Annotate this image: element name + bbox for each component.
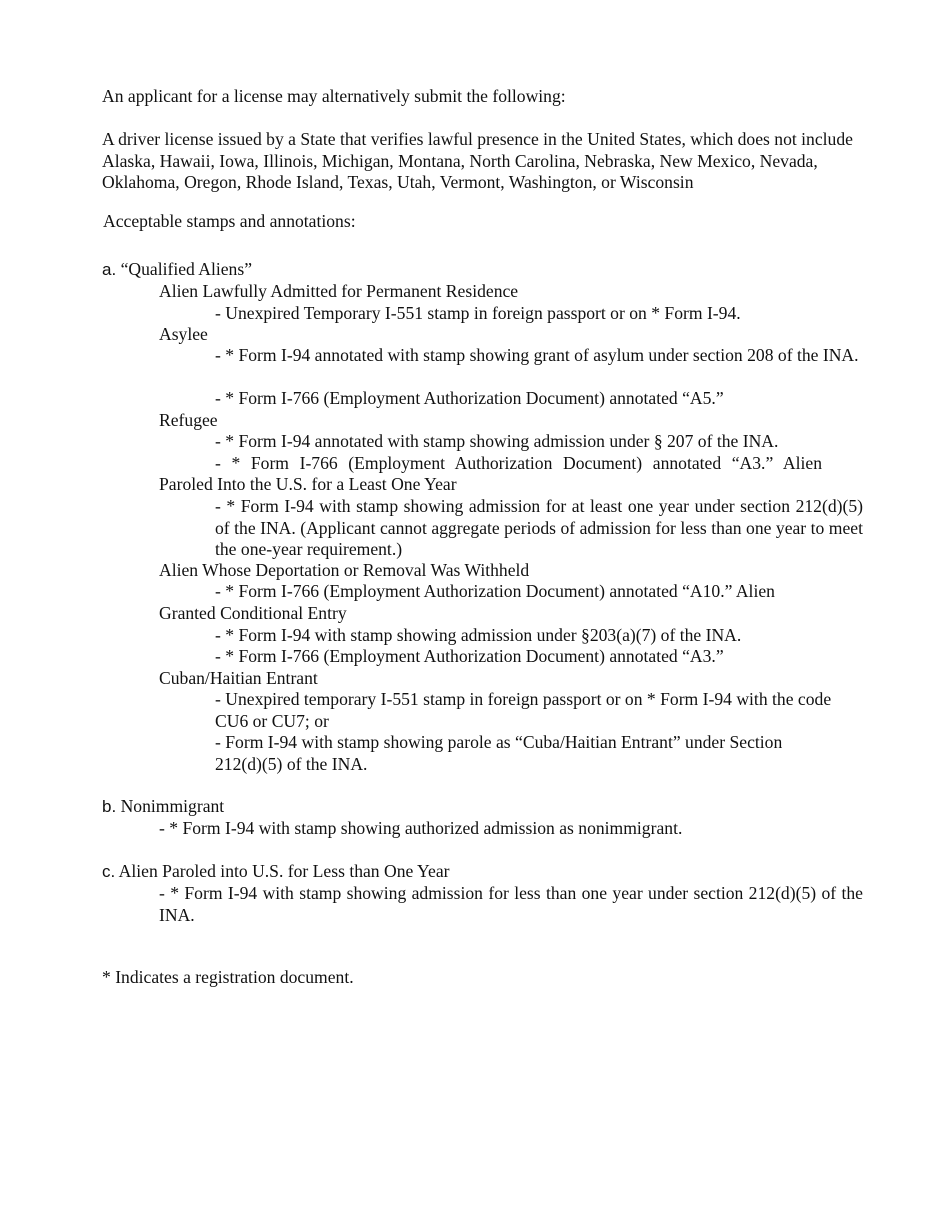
refugee-title: Refugee [159, 410, 218, 430]
paroled-one-year-item: - * Form I-94 with stamp showing admission for at least one year under section 212(d)(5) of the INA. (Applicant cannot aggregate periods of admission for less than one year to meet the one-year requirement.) [215, 496, 863, 559]
lawful-permanent-title: Alien Lawfully Admitted for Permanent Residence [159, 281, 519, 301]
section-a-title: “Qualified Aliens” [120, 259, 253, 279]
section-a-letter: a. [102, 260, 117, 279]
asylee-title: Asylee [159, 324, 208, 344]
driver-license-paragraph: A driver license issued by a State that verifies lawful presence in the United States, which does not include Alaska, Hawaii, Iowa, Illinois, Michigan, Montana, North Carolina, Nebraska, New Mexico, Nevada, Oklahoma, Oregon, Rhode Island, Texas, Utah, Vermont, Washington, or Wisconsin [102, 129, 853, 192]
conditional-entry-item-2: - * Form I-766 (Employment Authorization Document) annotated “A3.” [215, 646, 724, 666]
cuban-haitian-title: Cuban/Haitian Entrant [159, 668, 318, 688]
section-b-letter: b. [102, 797, 117, 816]
section-b-heading [102, 796, 224, 818]
section-c-letter: c. [102, 862, 116, 881]
asylee-item-2: - * Form I-766 (Employment Authorization Document) annotated “A5.” [215, 388, 724, 408]
refugee-item-2: - * Form I-766 (Employment Authorization Document) annotated “A3.” Alien [215, 453, 822, 473]
section-b-title: Nonimmigrant [120, 796, 225, 816]
deportation-withheld-title: Alien Whose Deportation or Removal Was Withheld [159, 560, 530, 580]
footnote: * Indicates a registration document. [102, 967, 354, 987]
lawful-permanent-item: - Unexpired Temporary I-551 stamp in foreign passport or on * Form I-94. [215, 303, 741, 323]
conditional-entry-title: Granted Conditional Entry [159, 603, 347, 623]
section-b-item: - * Form I-94 with stamp showing authorized admission as nonimmigrant. [159, 818, 683, 838]
refugee-item-1: - * Form I-94 annotated with stamp showing admission under § 207 of the INA. [215, 431, 779, 451]
intro-paragraph: An applicant for a license may alternatively submit the following: [102, 86, 566, 106]
deportation-withheld-item: - * Form I-766 (Employment Authorization Document) annotated “A10.” Alien [215, 581, 775, 601]
paroled-one-year-title: Paroled Into the U.S. for a Least One Year [159, 474, 457, 494]
asylee-item-1: - * Form I-94 annotated with stamp showing grant of asylum under section 208 of the INA. [215, 345, 859, 365]
conditional-entry-item-1: - * Form I-94 with stamp showing admission under §203(a)(7) of the INA. [215, 625, 742, 645]
cuban-haitian-item-2: - Form I-94 with stamp showing parole as “Cuba/Haitian Entrant” under Section 212(d)(5) of the INA. [215, 732, 783, 774]
stamps-heading: Acceptable stamps and annotations: [103, 211, 356, 231]
section-a-heading [102, 259, 252, 281]
section-c-heading [102, 861, 449, 883]
section-c-item: - * Form I-94 with stamp showing admission for less than one year under section 212(d)(5) of the INA. [159, 883, 863, 925]
cuban-haitian-item-1: - Unexpired temporary I-551 stamp in foreign passport or on * Form I-94 with the code CU6 or CU7; or [215, 689, 832, 731]
section-c-title: Alien Paroled into U.S. for Less than One Year [118, 861, 450, 881]
